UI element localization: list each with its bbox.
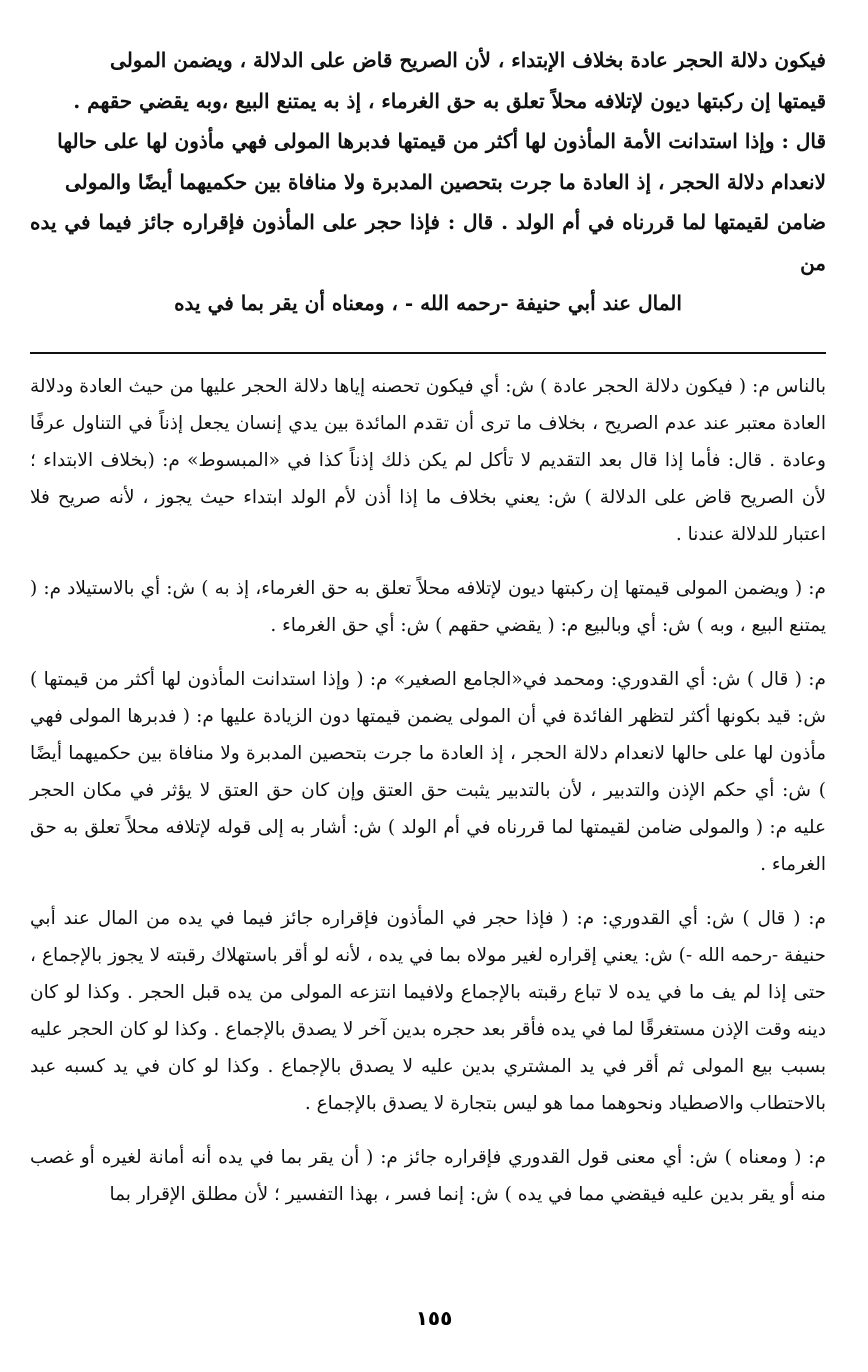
commentary-paragraph: بالناس م: ( فيكون دلالة الحجر عادة ) ش: أي فيكون تحصنه إياها دلالة الحجر عليها من حيث العادة ودلالة العادة معتبر عند عدم الصريح ، بخلاف ما ترى أن تقدم المائدة بين يدي إنسان يجعل إذناً في التناول عرفًا وعادة . قال: فأما إذا قال بعد التقديم لا تأكل لم يكن ذلك إذناً كذا في «المبسوط» م: (بخلاف الابتداء ؛ لأن الصريح قاض على الدلالة ) ش: يعني بخلاف ما إذا أذن لأم الولد ابتداء حيث يجوز ، لأنه صريح فلا اعتبار للدلالة عندنا . [30,375,826,545]
matn-line: ضامن لقيمتها لما قررناه في أم الولد . قال : فإذا حجر على المأذون فإقراره جائز فيما في يده من [30,210,826,275]
matn-line: قيمتها إن ركبتها ديون لإتلافه محلاً تعلق به حق الغرماء ، إذ به يمتنع البيع ،وبه يقضي حقهم . [73,88,826,113]
section-divider [30,352,826,354]
matn-text-block [30,40,826,324]
commentary-paragraph: م: ( قال ) ش: أي القدوري: ومحمد في«الجامع الصغير» م: ( وإذا استدانت المأذون لها أكثر من قيمتها ) ش: قيد بكونها أكثر لتظهر الفائدة في أن المولى يضمن قيمتها دون الزيادة عليها م: ( فدبرها المولى فهي مأذون لها على حالها لانعدام دلالة الحجر ، إذ العادة ما جرت بتحصين المدبرة ولا منافاة بين حكميهما أيضًا ) ش: أي حكم الإذن والتدبير ، لأن بالتدبير يثبت حق العتق وإن كان حق العتق لا يؤثر في مكان الحجر عليه م: ( والمولى ضامن لقيمتها لما قررناه في أم الولد ) ش: أشار به إلى قوله لإتلافه محلاً تعلق به حق الغرماء . [30,668,826,875]
matn-line: لانعدام دلالة الحجر ، إذ العادة ما جرت بتحصين المدبرة ولا منافاة بين حكميهما أيضًا والمولى [64,169,826,194]
matn-line: قال : وإذا استدانت الأمة المأذون لها أكثر من قيمتها فدبرها المولى فهي مأذون لها على حالها [57,129,826,153]
page-number: ١٥٥ [415,1306,453,1330]
sharh-commentary-block [30,368,826,1213]
commentary-paragraph: م: ( ومعناه ) ش: أي معنى قول القدوري فإقراره جائز م: ( أن يقر بما في يده أنه أمانة لغيره أو غصب منه أو يقر بدين عليه فيقضي مما في يده ) ش: إنما فسر ، بهذا التفسير ؛ لأن مطلق الإقرار بما [30,1146,826,1205]
matn-line: فيكون دلالة الحجر عادة بخلاف الإبتداء ، لأن الصريح قاض على الدلالة ، ويضمن المولى [110,48,826,72]
commentary-paragraph: م: ( قال ) ش: أي القدوري: م: ( فإذا حجر في المأذون فإقراره جائز فيما في يده من المال عند أبي حنيفة -رحمه الله -) ش: يعني إقراره لغير مولاه بما في يده ، لأنه لو أقر باستهلاك رقبته لا يجوز بالإجماع ، حتى إذا لم يف ما في يده لا تباع رقبته بالإجماع ولافيما انتزعه المولى من يده قبل الحجر . وكذا لو كان دينه وقت الإذن مستغرقًا لما في يده فأقر بعد حجره بدين آخر لا يصدق بالإجماع . وكذا لو كان الحجر عليه بسبب بيع المولى ثم أقر في يد المشتري بدين عليه لا يصدق بالإجماع . وكذا لو كان في يد كسبه عبد بالاحتطاب والاصطياد ونحوهما مما هو ليس بتجارة لا يصدق بالإجماع . [30,907,826,1114]
matn-line: المال عند أبي حنيفة -رحمه الله - ، ومعناه أن يقر بما في يده [174,291,682,315]
commentary-paragraph: م: ( ويضمن المولى قيمتها إن ركبتها ديون لإتلافه محلاً تعلق به حق الغرماء، إذ به ) ش: أي بالاستيلاد م: ( يمتنع البيع ، وبه ) ش: أي وبالبيع م: ( يقضي حقهم ) ش: أي حق الغرماء . [30,577,826,636]
